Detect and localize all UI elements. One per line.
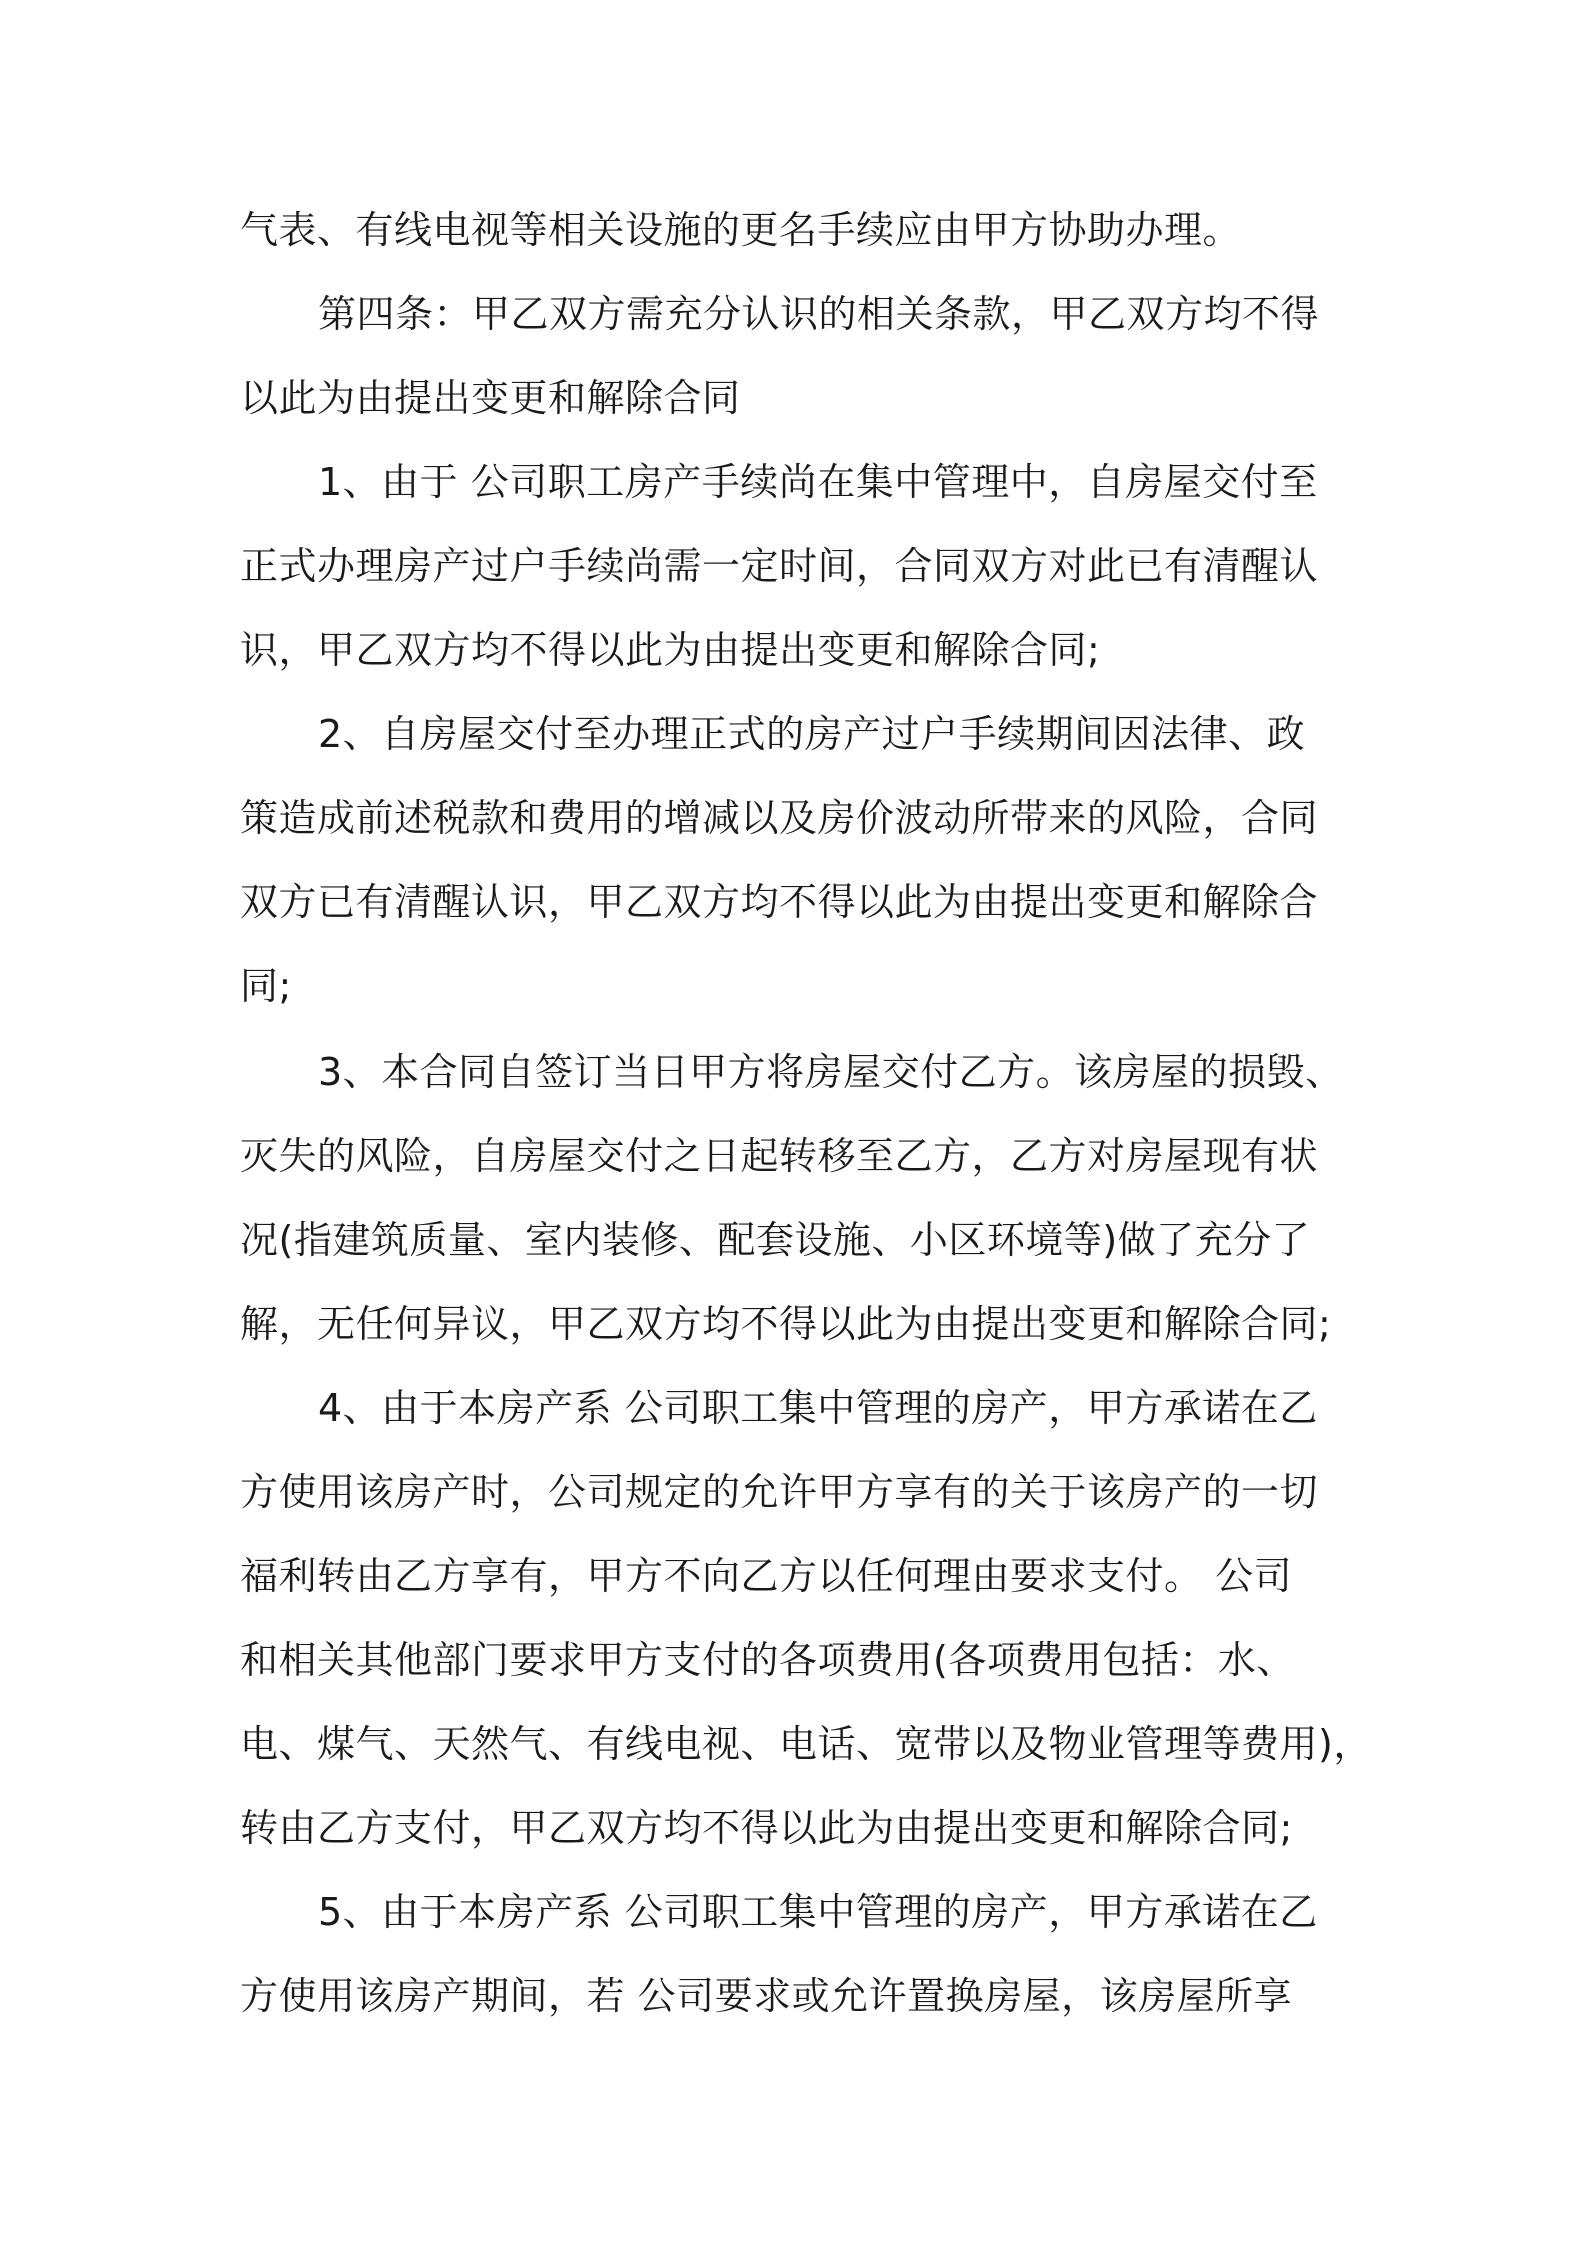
text-line: 同;: [240, 964, 292, 1008]
text-line: 解，无任何异议，甲乙双方均不得以此为由提出变更和解除合同;: [240, 1302, 1332, 1346]
text-line: 1、由于 公司职工房产手续尚在集中管理中，自房屋交付至: [318, 460, 1318, 504]
text-line: 双方已有清醒认识，甲乙双方均不得以此为由提出变更和解除合: [240, 880, 1319, 924]
text-line: 5、由于本房产系 公司职工集中管理的房产，甲方承诺在乙: [318, 1890, 1318, 1934]
text-line: 策造成前述税款和费用的增减以及房价波动所带来的风险，合同: [240, 796, 1319, 840]
text-line: 转由乙方支付，甲乙双方均不得以此为由提出变更和解除合同;: [240, 1806, 1293, 1850]
text-line: 识，甲乙双方均不得以此为由提出变更和解除合同;: [240, 628, 1101, 672]
text-line: 以此为由提出变更和解除合同: [240, 376, 741, 420]
text-line: 正式办理房产过户手续尚需一定时间，合同双方对此已有清醒认: [240, 544, 1319, 588]
clause-heading: 第四条：甲乙双方需充分认识的相关条款，甲乙双方均不得: [318, 292, 1320, 336]
text-line: 气表、有线电视等相关设施的更名手续应由甲方协助办理。: [240, 208, 1242, 252]
text-line: 福利转由乙方享有，甲方不向乙方以任何理由要求支付。 公司: [240, 1554, 1293, 1598]
text-line: 方使用该房产时，公司规定的允许甲方享有的关于该房产的一切: [240, 1470, 1319, 1514]
text-line: 3、本合同自签订当日甲方将房屋交付乙方。该房屋的损毁、: [318, 1050, 1344, 1094]
text-line: 方使用该房产期间，若 公司要求或允许置换房屋，该房屋所享: [240, 1974, 1293, 2018]
text-line: 和相关其他部门要求甲方支付的各项费用(各项费用包括：水、: [240, 1638, 1295, 1682]
text-line: 灭失的风险，自房屋交付之日起转移至乙方，乙方对房屋现有状: [240, 1134, 1319, 1178]
text-line: 电、煤气、天然气、有线电视、电话、宽带以及物业管理等费用)，: [240, 1722, 1372, 1766]
text-line: 2、自房屋交付至办理正式的房产过户手续期间因法律、政: [318, 712, 1306, 756]
text-line: 况(指建筑质量、室内装修、配套设施、小区环境等)做了充分了: [240, 1218, 1311, 1262]
text-line: 4、由于本房产系 公司职工集中管理的房产，甲方承诺在乙: [318, 1386, 1318, 1430]
